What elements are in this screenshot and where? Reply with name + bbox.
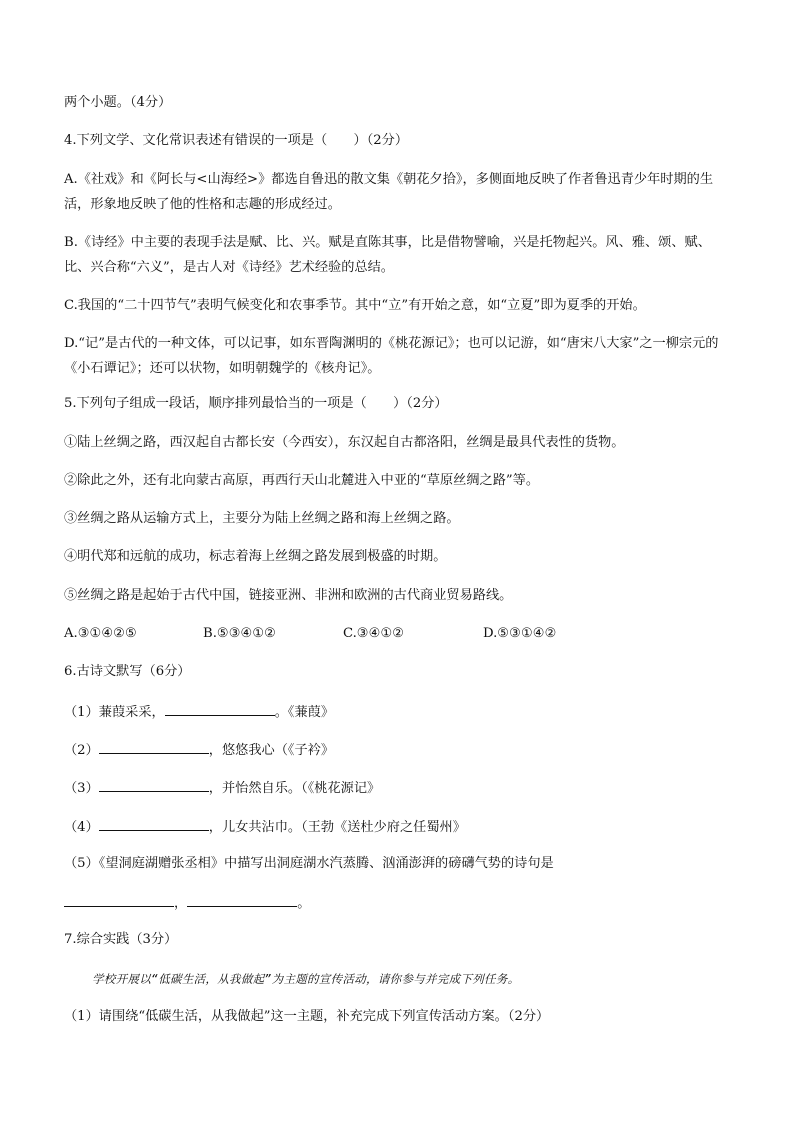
question-5-sentence-2: ②除此之外，还有北向蒙古高原，再西行天山北麓进入中亚的“草原丝绸之路”等。	[64, 473, 540, 488]
item-1-suffix: 。《蒹葭》	[274, 705, 335, 720]
question-7-stem: 7.综合实践（3分）	[64, 932, 178, 947]
question-5-sentence-4: ④明代郑和远航的成功，标志着海上丝绸之路发展到极盛的时期。	[64, 549, 447, 564]
question-6-item-1	[64, 702, 334, 722]
question-5-sentence-1: ①陆上丝绸之路，西汉起自古都长安（今西安），东汉起自古都洛阳，丝绸是最具代表性的货物。	[64, 435, 625, 450]
question-5-option-a: A.③①④②⑤	[64, 626, 137, 641]
question-4-option-c: C.我国的“二十四节气”表明气候变化和农事季节。其中“立”有开始之意，如“立夏”即为夏季的开始。	[64, 298, 646, 313]
question-6-item-5: （5）《望洞庭湖赠张丞相》中描写出洞庭湖水汽蒸腾、汹涌澎湃的磅礴气势的诗句是	[64, 856, 554, 871]
item-4-prefix: （4）	[64, 820, 99, 835]
question-6-item-3	[64, 778, 380, 798]
answer-blank-1[interactable]	[165, 702, 275, 716]
item-2-prefix: （2）	[64, 743, 99, 758]
question-5-sentence-5: ⑤丝绸之路是起始于古代中国，链接亚洲、非洲和欧洲的古代商业贸易路线。	[64, 588, 513, 603]
answer-blank-5b[interactable]	[187, 893, 297, 907]
answer-blank-3[interactable]	[99, 778, 209, 792]
question-4-option-a: A.《社戏》和《阿长与<山海经>》都选自鲁迅的散文集《朝花夕拾》，多侧面地反映了作者鲁迅青少年时期的生活，形象地反映了他的性格和志趣的形成经过。	[64, 172, 714, 212]
intro-text: 两个小题。（4分）	[64, 95, 172, 110]
question-5-option-b: B.⑤③④①②	[203, 626, 276, 641]
answer-blank-5a[interactable]	[64, 893, 174, 907]
item-3-prefix: （3）	[64, 781, 99, 796]
question-5-sentence-3: ③丝绸之路从运输方式上，主要分为陆上丝绸之路和海上丝绸之路。	[64, 511, 460, 526]
question-4-option-b: B.《诗经》中主要的表现手法是赋、比、兴。赋是直陈其事，比是借物譬喻，兴是托物起兴。风、雅、颂、赋、比、兴合称“六义”，是古人对《诗经》艺术经验的总结。	[64, 235, 711, 275]
answer-blank-4[interactable]	[99, 817, 209, 831]
question-6-item-4	[64, 817, 466, 837]
question-5-stem: 5.下列句子组成一段话，顺序排列最恰当的一项是（ ）（2分）	[64, 396, 448, 411]
item-5-comma: ，	[174, 896, 188, 911]
question-4-stem: 4.下列文学、文化常识表述有错误的一项是（ ）（2分）	[64, 133, 409, 148]
item-2-suffix: ，悠悠我心（《子衿》	[208, 743, 335, 758]
question-4-option-d: D.“记”是古代的一种文体，可以记事，如东晋陶渊明的《桃花源记》；也可以记游，如“唐宋八大家”之一柳宗元的《小石谭记》；还可以状物，如明朝魏学的《核舟记》。	[64, 336, 719, 376]
question-5-option-c: C.③④①②	[343, 626, 405, 641]
question-6-stem: 6.古诗文默写（6分）	[64, 664, 191, 679]
question-7-subquestion-1: （1）请围绕“低碳生活，从我做起”这一主题，补充完成下列宣传活动方案。（2分）	[64, 1009, 550, 1024]
item-1-prefix: （1）蒹葭采采，	[64, 705, 165, 720]
item-3-suffix: ，并怡然自乐。（《桃花源记》	[208, 781, 381, 796]
question-5-option-d: D.⑤③①④②	[483, 626, 557, 641]
answer-blank-2[interactable]	[99, 740, 209, 754]
question-6-item-2	[64, 740, 334, 760]
question-6-item-5-answer	[64, 893, 310, 913]
item-4-suffix: ，儿女共沾巾。（王勃《送杜少府之任蜀州》	[208, 820, 466, 835]
question-7-intro: 学校开展以“低碳生活，从我做起”为主题的宣传活动，请你参与并完成下列任务。	[92, 972, 520, 986]
item-5-period: 。	[297, 896, 311, 911]
